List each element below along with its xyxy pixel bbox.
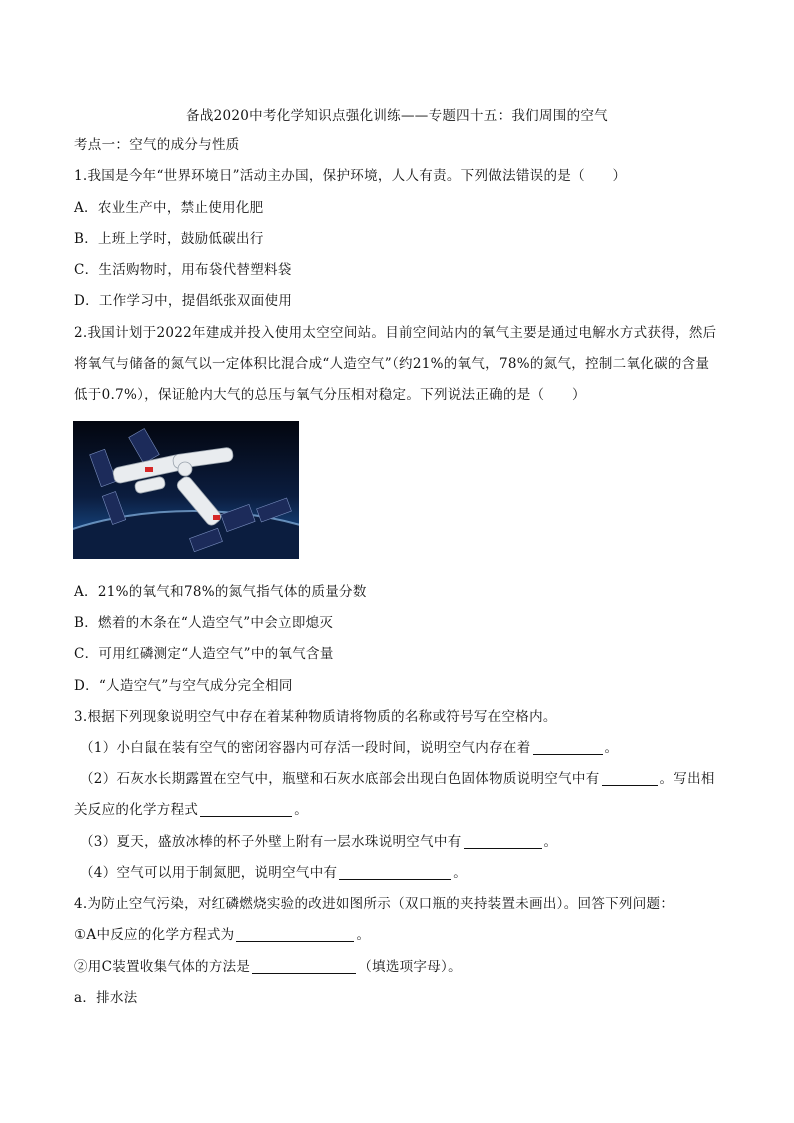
- q2-option-a: A．21%的氧气和78%的氮气指气体的质量分数: [74, 584, 367, 600]
- q3-sub1-end: 。: [604, 740, 619, 756]
- q3-sub2-end: 。写出相: [659, 771, 715, 787]
- q3-sub3-end: 。: [543, 834, 558, 850]
- q3-sub2-cont-text: 关反应的化学方程式: [74, 802, 199, 818]
- q3-sub2-text: （2）石灰水长期露置在空气中，瓶壁和石灰水底部会出现白色固体物质说明空气中有: [80, 771, 600, 787]
- q1-option-b: B．上班上学时，鼓励低碳出行: [74, 231, 264, 247]
- q2-option-c: C．可用红磷测定“人造空气”中的氧气含量: [74, 646, 334, 662]
- q3-sub1: [80, 738, 618, 758]
- q3-sub3: [80, 832, 557, 852]
- q3-sub2: [80, 769, 715, 789]
- q4-part1-end: 。: [356, 927, 371, 943]
- q2-stem-line3: 低于0.7%），保证舱内大气的总压与氧气分压相对稳定。下列说法正确的是（ ）: [74, 387, 586, 403]
- answer-blank[interactable]: [236, 927, 354, 942]
- q2-option-d: D．“人造空气”与空气成分完全相同: [74, 678, 293, 694]
- q3-sub4-text: （4）空气可以用于制氮肥，说明空气中有: [80, 865, 338, 881]
- q3-sub1-text: （1）小白鼠在装有空气的密闭容器内可存活一段时间，说明空气内存在着: [80, 740, 531, 756]
- q3-sub4-end: 。: [453, 865, 468, 881]
- answer-blank[interactable]: [339, 865, 451, 880]
- q2-option-b: B．燃着的木条在“人造空气”中会立即熄灭: [74, 615, 334, 631]
- q3-sub2-cont-end: 。: [294, 802, 309, 818]
- q1-option-c: C．生活购物时，用布袋代替塑料袋: [74, 262, 292, 278]
- q4-part1: [74, 925, 370, 945]
- q1-option-a: A．农业生产中，禁止使用化肥: [74, 200, 264, 216]
- q3-sub4: [80, 863, 467, 883]
- answer-blank[interactable]: [200, 802, 292, 817]
- q3-sub3-text: （3）夏天，盛放冰棒的杯子外壁上附有一层水珠说明空气中有: [80, 834, 462, 850]
- q4-stem: 4.为防止空气污染，对红磷燃烧实验的改进如图所示（双口瓶的夹持装置未画出）。回答下列问题：: [74, 896, 675, 912]
- q4-option-a: a．排水法: [74, 990, 138, 1006]
- section-heading: 考点一：空气的成分与性质: [74, 137, 240, 153]
- q4-part1-text: ①A中反应的化学方程式为: [74, 927, 235, 943]
- q4-part2: [74, 957, 462, 977]
- q2-stem-line1: 2.我国计划于2022年建成并投入使用太空空间站。目前空间站内的氧气主要是通过电解水方式获得，然后: [74, 325, 717, 341]
- answer-blank[interactable]: [252, 959, 356, 974]
- answer-blank[interactable]: [533, 740, 603, 755]
- q1-stem: 1.我国是今年“世界环境日”活动主办国，保护环境，人人有责。下列做法错误的是（ ）: [74, 168, 627, 184]
- q1-option-d: D．工作学习中，提倡纸张双面使用: [74, 293, 293, 309]
- q4-part2-text: ②用C装置收集气体的方法是: [74, 959, 251, 975]
- answer-blank[interactable]: [464, 834, 542, 849]
- q3-stem: 3.根据下列现象说明空气中存在着某种物质请将物质的名称或符号写在空格内。: [74, 709, 557, 725]
- space-station-image: [73, 421, 299, 559]
- q4-part2-end: （填选项字母）。: [358, 959, 462, 975]
- q2-stem-line2: 将氧气与储备的氮气以一定体积比混合成“人造空气”（约21%的氧气，78%的氮气，控制二氧化碳的含量: [74, 356, 710, 372]
- page-title: 备战2020中考化学知识点强化训练——专题四十五：我们周围的空气: [186, 108, 608, 124]
- q3-sub2-cont: [74, 800, 308, 820]
- answer-blank[interactable]: [602, 771, 658, 786]
